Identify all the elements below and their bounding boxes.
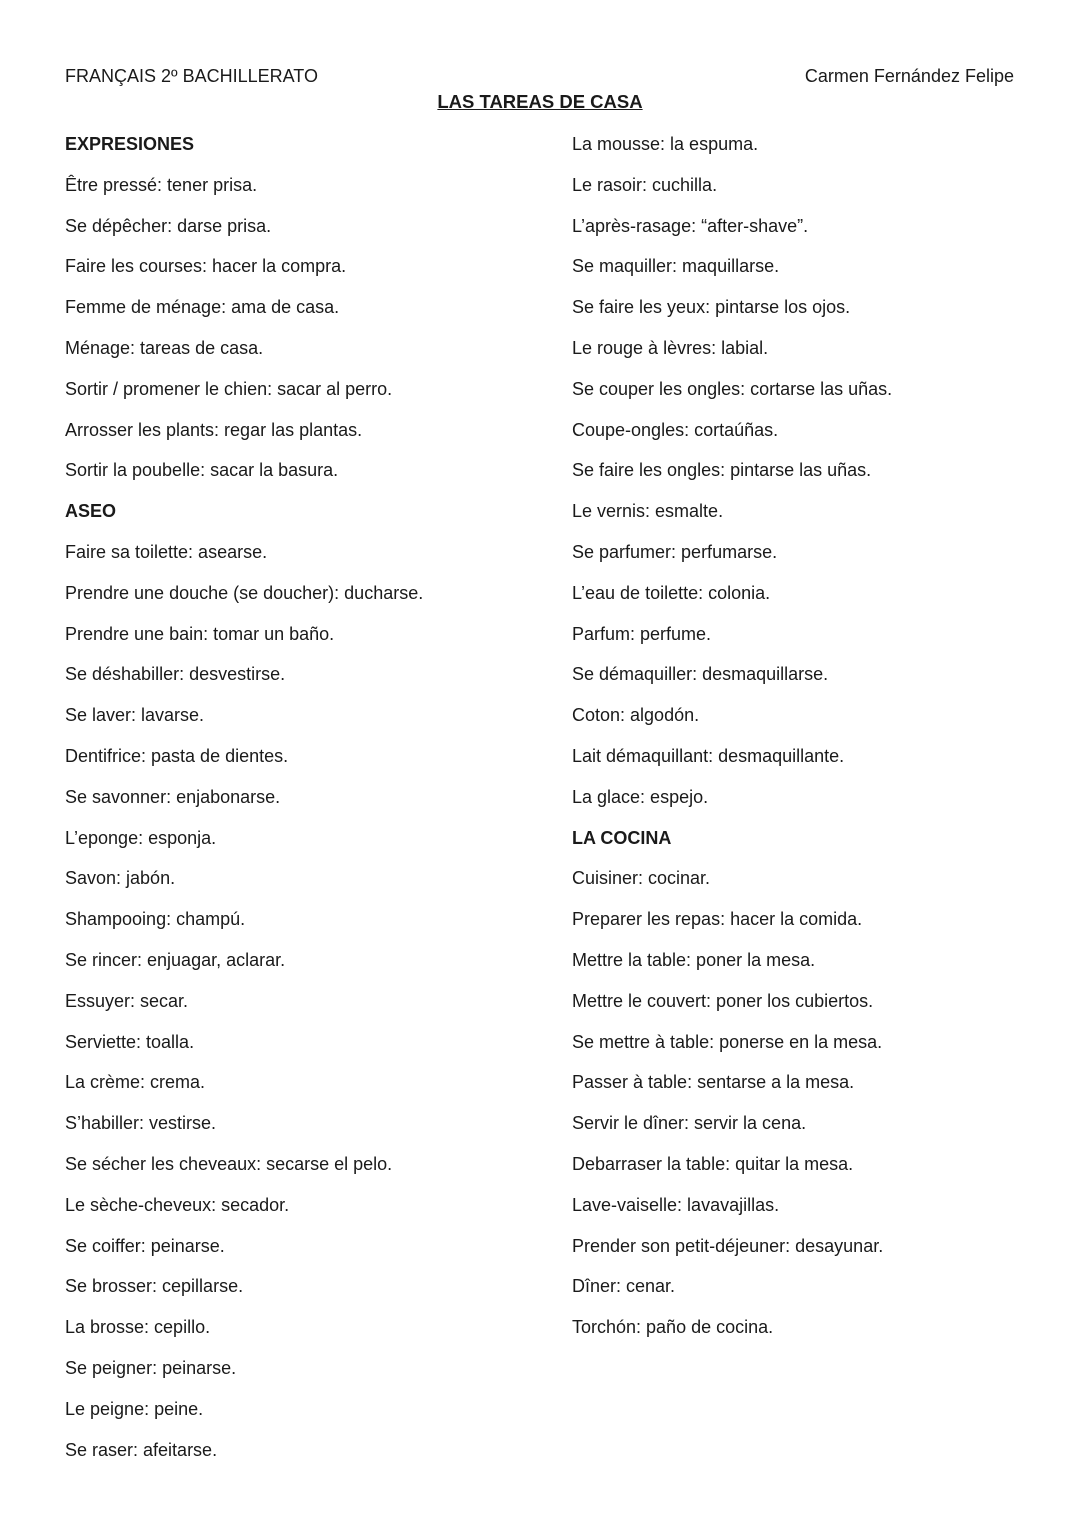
vocab-entry: Serviette: toalla. [65,1031,195,1052]
vocab-entry: Femme de ménage: ama de casa. [65,297,340,318]
vocab-entry: Prender son petit-déjeuner: desayunar. [572,1235,884,1256]
vocab-entry: Prendre une douche (se doucher): ducharse. [65,582,424,603]
vocab-entry: Se coiffer: peinarse. [65,1235,225,1256]
vocab-entry: Faire sa toilette: asearse. [65,541,268,562]
section-heading: EXPRESIONES [65,134,195,154]
vocab-entry: Lait démaquillant: desmaquillante. [572,745,845,766]
vocab-entry: Se peigner: peinarse. [65,1357,237,1378]
vocab-entry: Sortir / promener le chien: sacar al perro. [65,378,393,399]
vocab-entry: L’eau de toilette: colonia. [572,582,771,603]
vocab-entry: Se maquiller: maquillarse. [572,256,780,277]
author-name: Carmen Fernández Felipe [804,66,1014,86]
course-label: FRANÇAIS 2º BACHILLERATO [65,66,318,86]
page-title: LAS TAREAS DE CASA [437,91,643,112]
vocab-entry: Coupe-ongles: cortaúñas. [572,419,779,440]
vocab-entry: Se brosser: cepillarse. [65,1276,244,1297]
vocab-entry: Se sécher les cheveaux: secarse el pelo. [65,1153,393,1174]
vocab-entry: Servir le dîner: servir la cena. [572,1113,807,1134]
vocab-entry: L’eponge: esponja. [65,827,217,848]
vocab-entry: La glace: espejo. [572,786,709,807]
vocab-entry: Se parfumer: perfumarse. [572,541,778,562]
vocab-entry: Le sèche-cheveux: secador. [65,1194,290,1215]
vocab-entry: S’habiller: vestirse. [65,1113,217,1134]
vocab-entry: Le vernis: esmalte. [572,501,724,522]
vocab-entry: Mettre la table: poner la mesa. [572,949,816,970]
vocab-entry: Se faire les yeux: pintarse los ojos. [572,297,851,318]
vocab-entry: Cuisiner: cocinar. [572,868,711,889]
vocab-entry: Faire les courses: hacer la compra. [65,256,347,277]
vocab-entry: Se couper les ongles: cortarse las uñas. [572,378,893,399]
vocab-entry: Se rincer: enjuagar, aclarar. [65,949,286,970]
vocab-entry: Le peigne: peine. [65,1398,204,1419]
section-heading: ASEO [65,501,117,522]
vocab-entry: Se démaquiller: desmaquillarse. [572,664,829,685]
vocab-column-right [572,133,892,1357]
vocab-entry: Essuyer: secar. [65,990,189,1011]
vocab-entry: Le rouge à lèvres: labial. [572,337,769,358]
vocab-column-left [65,133,423,1479]
vocab-entry: Prendre une bain: tomar un baño. [65,623,335,644]
vocab-entry: L’après-rasage: “after-shave”. [572,215,809,236]
vocab-entry: Sortir la poubelle: sacar la basura. [65,460,339,481]
vocab-entry: Se dépêcher: darse prisa. [65,215,272,236]
vocab-entry: Dîner: cenar. [572,1276,676,1297]
vocab-entry: Lave-vaiselle: lavavajillas. [572,1194,780,1215]
vocab-entry: Parfum: perfume. [572,623,712,644]
vocab-entry: Debarraser la table: quitar la mesa. [572,1153,854,1174]
vocab-entry: Être pressé: tener prisa. [65,174,258,195]
vocab-entry: Se mettre à table: ponerse en la mesa. [572,1031,883,1052]
vocab-entry: Se faire les ongles: pintarse las uñas. [572,460,872,481]
vocab-entry: La crème: crema. [65,1072,206,1093]
vocab-entry: Se savonner: enjabonarse. [65,786,281,807]
vocab-entry: Le rasoir: cuchilla. [572,174,718,195]
vocab-entry: Torchón: paño de cocina. [572,1317,774,1338]
vocab-entry: Ménage: tareas de casa. [65,337,264,358]
vocab-entry: Passer à table: sentarse a la mesa. [572,1072,855,1093]
vocab-entry: Se déshabiller: desvestirse. [65,664,286,685]
section-heading: LA COCINA [572,827,672,848]
vocab-entry: Preparer les repas: hacer la comida. [572,909,863,930]
vocab-entry: Se raser: afeitarse. [65,1439,218,1460]
vocab-entry: Arrosser les plants: regar las plantas. [65,419,363,440]
vocab-entry: Mettre le couvert: poner los cubiertos. [572,990,874,1011]
vocab-entry: La mousse: la espuma. [572,134,759,154]
vocab-entry: Savon: jabón. [65,868,176,889]
vocab-entry: Se laver: lavarse. [65,705,205,726]
vocab-entry: La brosse: cepillo. [65,1317,211,1338]
vocab-entry: Shampooing: champú. [65,909,246,930]
vocab-entry: Dentifrice: pasta de dientes. [65,745,289,766]
vocab-entry: Coton: algodón. [572,705,700,726]
